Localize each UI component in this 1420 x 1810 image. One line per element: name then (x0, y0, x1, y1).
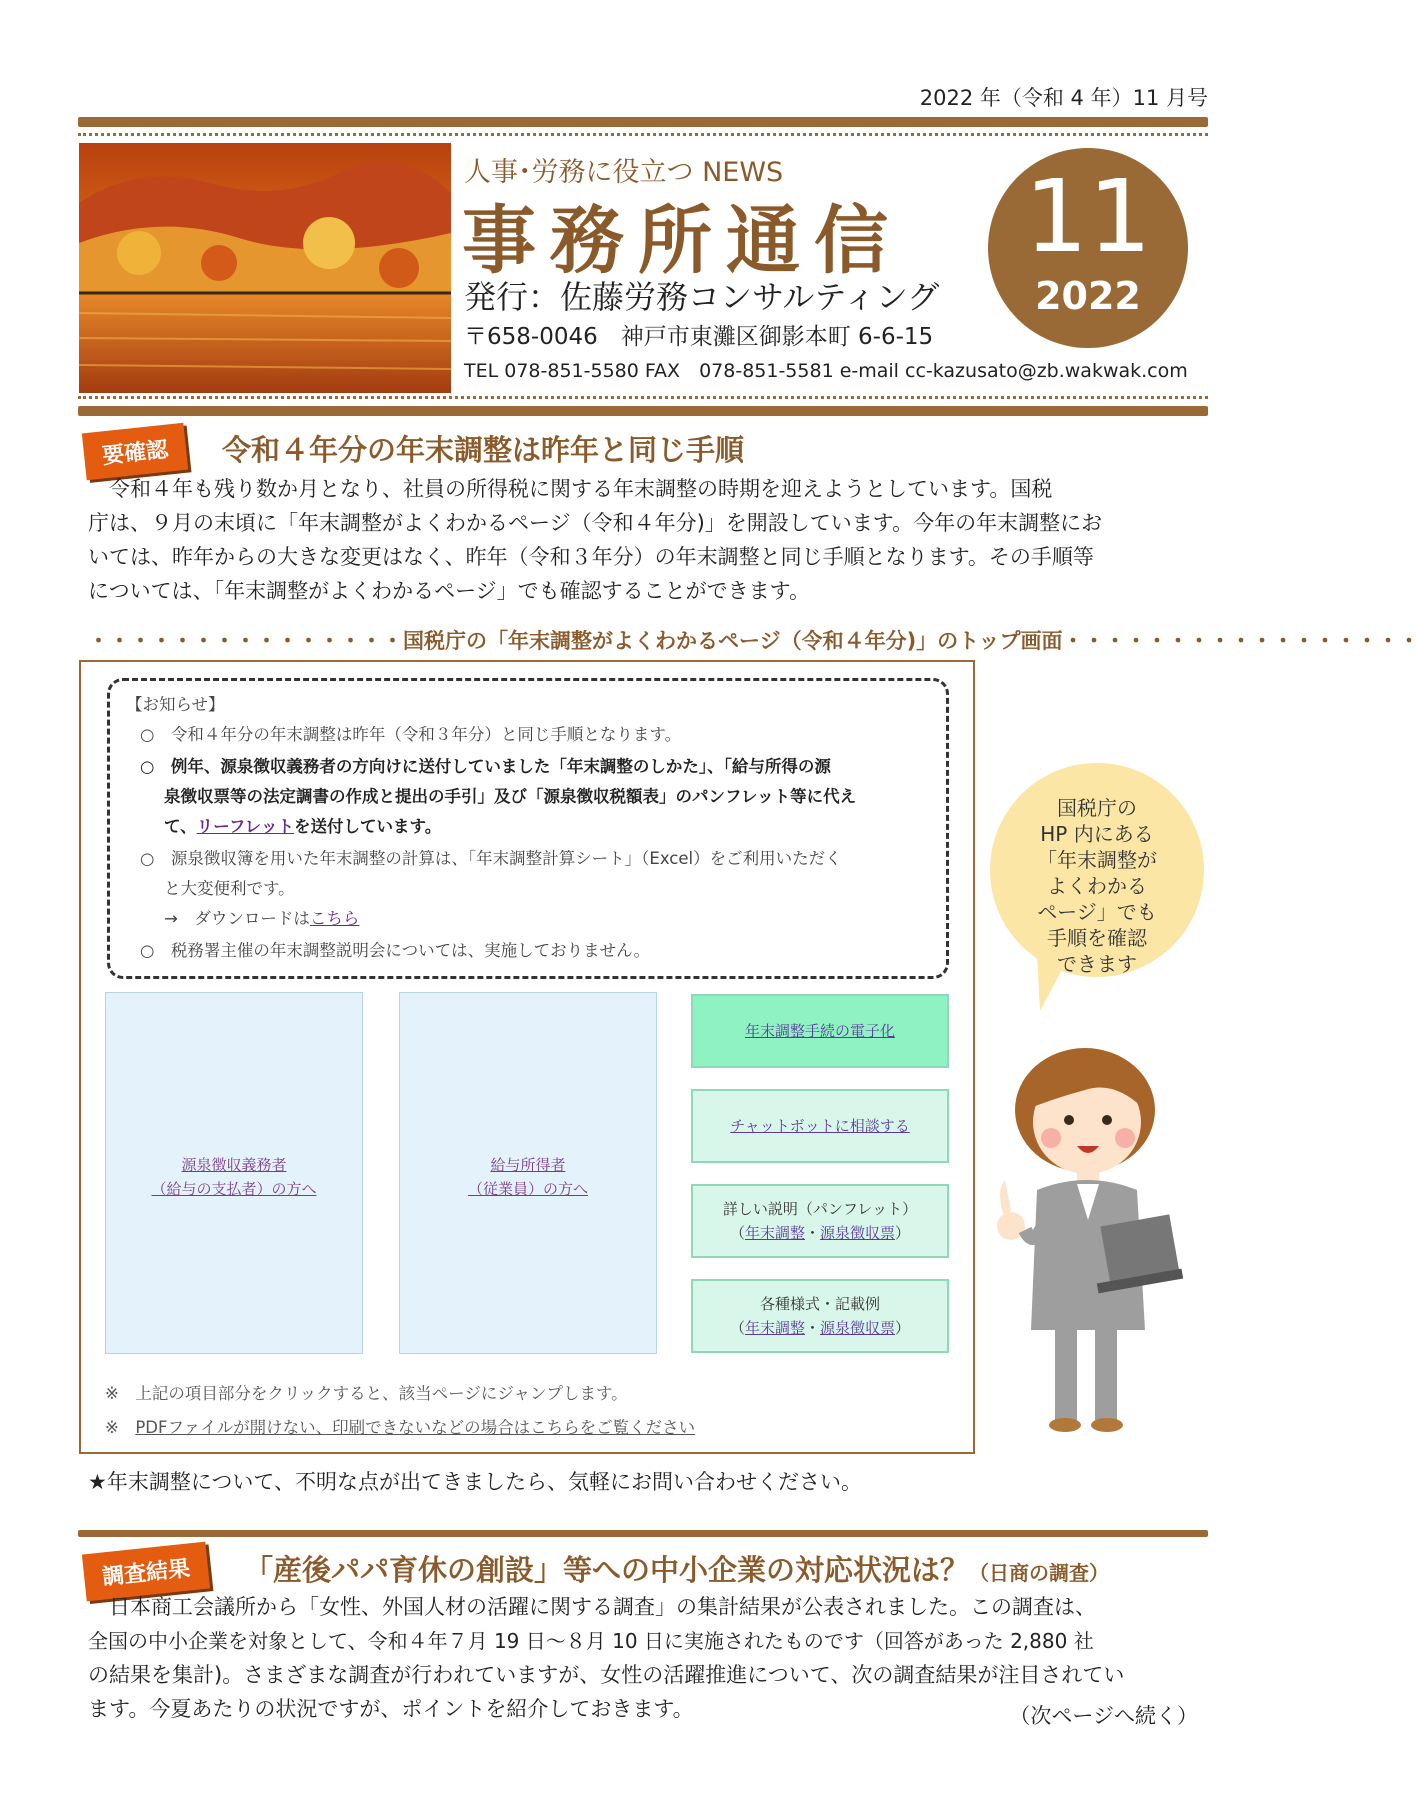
issue-year: 2022 (1035, 274, 1141, 318)
section2-rule (78, 1530, 1208, 1537)
screenshot-caption: ・・・・・・・・・・・・・・・国税庁の「年末調整がよくわかるページ（令和４年分)」のトップ画面・・・・・・・・・・・・・・・・・ (88, 629, 1420, 653)
button-label: 年末調整手続の電子化 (744, 1022, 895, 1040)
paren: ） (895, 1319, 911, 1337)
section2-tag: 調査結果 (82, 1542, 210, 1602)
issue-number: 11 (1024, 158, 1152, 275)
section1-body-line: 令和４年も残り数か月となり、社員の所得税に関する年末調整の時期を迎えようとしています。国税 (109, 477, 1053, 501)
notice-box (107, 678, 949, 979)
screenshot-note: ※ 上記の項目部分をクリックすると、該当ページにジャンプします。 (105, 1384, 628, 1403)
autumn-lake-photo (79, 143, 451, 393)
button-label: 源泉徴収義務者 (181, 1156, 287, 1174)
continued-note: （次ページへ続く） (1009, 1704, 1198, 1728)
notice-item (164, 905, 359, 929)
notice-item: 泉徴収票等の法定調書の作成と提出の手引」及び「源泉徴収税額表」のパンフレット等に代え (164, 787, 857, 806)
note-mark: ※ (105, 1418, 136, 1437)
employee-button[interactable] (399, 992, 657, 1354)
section2-body-line: ます。今夏あたりの状況ですが、ポイントを紹介しておきます。 (88, 1697, 694, 1721)
pdf-help-link[interactable]: PDFファイルが開けない、印刷できないなどの場合はこちらをご覧ください (135, 1418, 696, 1437)
bubble-line: 手順を確認 (1047, 926, 1147, 950)
section1-body (88, 472, 1198, 608)
nta-top-page-screenshot (79, 660, 975, 1454)
section2-body-line: 全国の中小企業を対象として、令和４年７月 19 日～８月 10 日に実施されたものです（回答があった 2,880 社 (88, 1629, 1094, 1653)
button-label: 詳しい説明（パンフレット） (722, 1200, 918, 1218)
download-link[interactable]: こちら (309, 909, 360, 928)
section1-body-line: いては、昨年からの大きな変更はなく、昨年（令和３年分）の年末調整と同じ手順となります。その手順等 (88, 545, 1094, 569)
issue-date: 2022 年（令和 4 年）11 月号 (919, 86, 1208, 110)
bubble-line: よくわかる (1047, 874, 1147, 898)
notice-item (164, 813, 441, 837)
withholding-agent-button[interactable] (105, 992, 363, 1354)
pamphlet-button[interactable] (691, 1184, 949, 1258)
section1-title: 令和４年分の年末調整は昨年と同じ手順 (222, 433, 745, 467)
gensen-link[interactable]: 源泉徴収票 (820, 1224, 896, 1242)
section1-tag: 要確認 (82, 423, 188, 480)
section2-title (244, 1548, 1109, 1589)
bubble-line: ページ」でも (1037, 900, 1157, 924)
nenmatsu-link[interactable]: 年末調整 (744, 1319, 805, 1337)
section2-body-line: 日本商工会議所から「女性、外国人材の活躍に関する調査」の集計結果が公表されました。この調査は、 (109, 1595, 1096, 1619)
button-links (693, 1316, 947, 1340)
contact-info: TEL 078-851-5580 FAX 078-851-5581 e-mail cc-kazusato@zb.wakwak.com (464, 360, 1188, 382)
masthead-title: 事務所通信 (462, 198, 902, 284)
notice-item: ○ 源泉徴収簿を用いた年末調整の計算は、「年末調整計算シート」（Excel）をご利用いただく (140, 849, 842, 868)
button-label: （給与の支払者）の方へ (151, 1180, 317, 1198)
top-rule (78, 117, 1208, 127)
section1-footer-note: ★年末調整について、不明な点が出てきましたら、気軽にお問い合わせください。 (88, 1470, 862, 1494)
button-label: 給与所得者 (490, 1156, 566, 1174)
notice-text: て、 (164, 817, 197, 836)
issue-badge (988, 148, 1188, 348)
speech-bubble (990, 763, 1204, 977)
bubble-text (990, 795, 1204, 977)
notice-item: ○ 税務署主催の年末調整説明会については、実施しておりません。 (140, 941, 651, 960)
section1-body-line: 庁は、９月の末頃に「年末調整がよくわかるページ（令和４年分)」を開設しています。今年の年末調整にお (88, 511, 1103, 535)
nenmatsu-link[interactable]: 年末調整 (744, 1224, 805, 1242)
businesswoman-illustration (985, 1040, 1205, 1440)
notice-text: → ダウンロードは (164, 909, 310, 928)
notice-title: 【お知らせ】 (126, 695, 225, 714)
section2-title-suffix: （日商の調査） (969, 1561, 1110, 1585)
bubble-line: 「年末調整が (1037, 848, 1157, 872)
gensen-link[interactable]: 源泉徴収票 (820, 1319, 896, 1337)
header-dotted-rule (78, 396, 1208, 399)
notice-text: を送付しています。 (294, 817, 442, 836)
forms-button[interactable] (691, 1279, 949, 1353)
button-label: （従業員）の方へ (467, 1180, 588, 1198)
paren: （ (729, 1224, 745, 1242)
leaflet-link[interactable]: リーフレット (196, 817, 295, 836)
notice-item: と大変便利です。 (164, 879, 295, 898)
paren: ） (895, 1224, 911, 1242)
tagline: 人事･労務に役立つ NEWS (464, 157, 784, 188)
section2-title-main: 「産後パパ育休の創設」等への中小企業の対応状況は？ (244, 1553, 970, 1587)
notice-item: ○ 例年、源泉徴収義務者の方向けに送付していました「年末調整のしかた」、「給与所得の源 (140, 757, 831, 776)
header-bottom-rule (78, 406, 1208, 416)
button-label: 各種様式・記載例 (759, 1295, 880, 1313)
digitization-button[interactable] (691, 994, 949, 1068)
bubble-line: できます (1057, 952, 1137, 976)
button-links (693, 1221, 947, 1245)
chatbot-button[interactable] (691, 1089, 949, 1163)
section1-body-line: については、「年末調整がよくわかるページ」でも確認することができます。 (88, 579, 810, 603)
bubble-line: HP 内にある (1040, 822, 1154, 846)
button-label: チャットボットに相談する (730, 1117, 910, 1135)
section2-body-line: の結果を集計)。さまざまな調査が行われていますが、女性の活躍推進について、次の調査結果が注目されてい (88, 1663, 1125, 1687)
publisher: 発行：佐藤労務コンサルティング (464, 278, 940, 316)
top-dotted-rule (78, 133, 1208, 136)
separator: ・ (804, 1319, 820, 1337)
separator: ・ (804, 1224, 820, 1242)
screenshot-note (105, 1414, 695, 1438)
paren: （ (729, 1319, 745, 1337)
address: 〒658-0046 神戸市東灘区御影本町 6-6-15 (464, 324, 934, 350)
bubble-line: 国税庁の (1057, 796, 1137, 820)
notice-item: ○ 令和４年分の年末調整は昨年（令和３年分）と同じ手順となります。 (140, 725, 682, 744)
